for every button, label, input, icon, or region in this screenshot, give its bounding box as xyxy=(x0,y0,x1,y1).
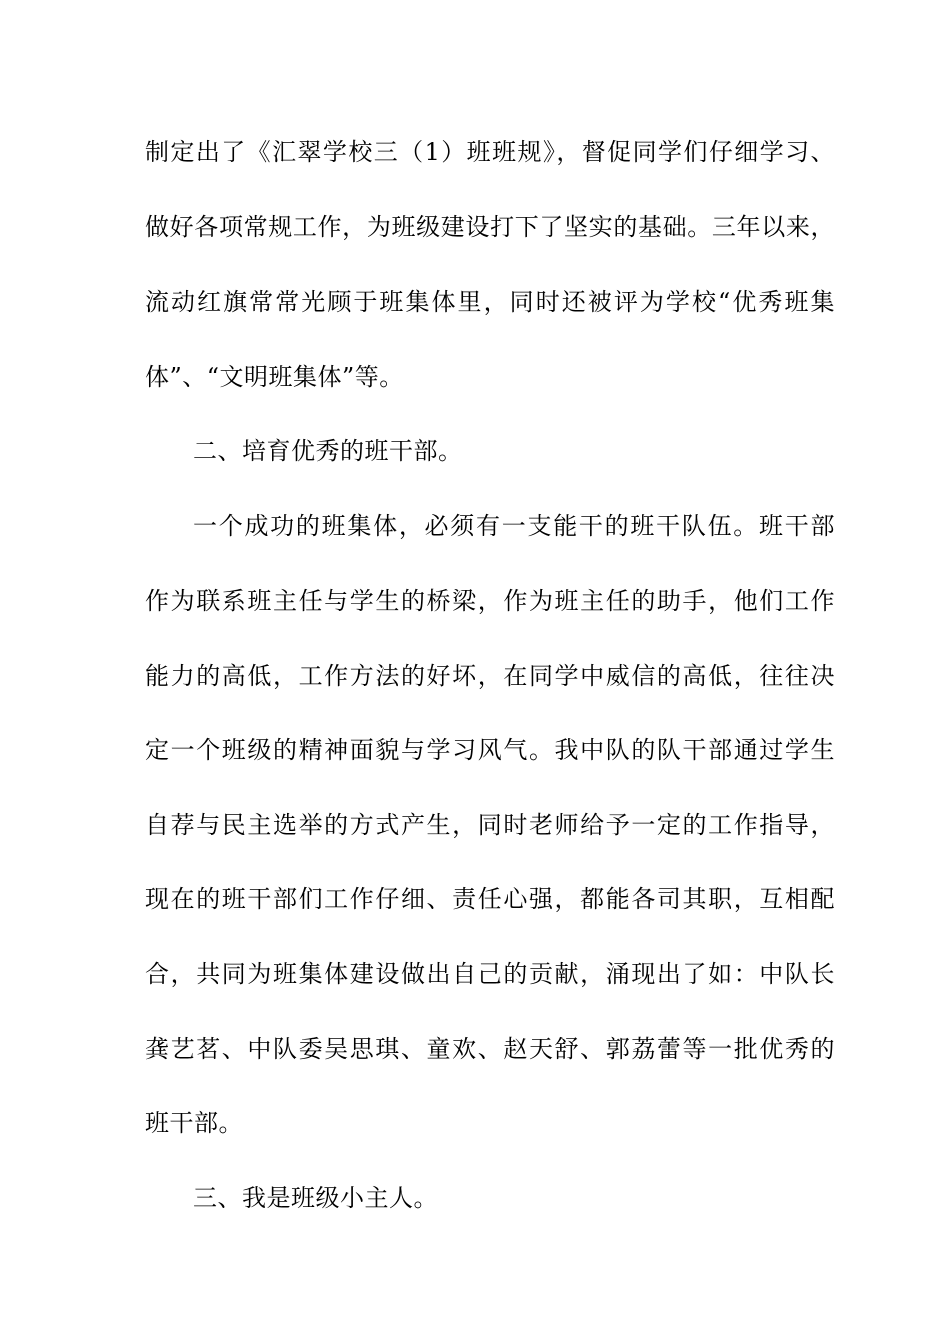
text-line: 制定出了《汇翠学校三（1）班班规》，督促同学们仔细学习、 xyxy=(145,138,835,166)
text-line: 作为联系班主任与学生的桥梁，作为班主任的助手，他们工作 xyxy=(145,587,835,615)
text-line: 能力的高低，工作方法的好坏，在同学中威信的高低，往往决 xyxy=(145,662,835,690)
text-line: 自荐与民主选举的方式产生，同时老师给予一定的工作指导， xyxy=(145,811,835,839)
text-line: 流动红旗常常光顾于班集体里，同时还被评为学校“优秀班集 xyxy=(145,288,835,316)
section-heading: 三、我是班级小主人。 xyxy=(193,1184,438,1212)
text-line: 合，共同为班集体建设做出自己的贡献，涌现出了如：中队长 xyxy=(145,960,835,988)
text-line: 龚艺茗、中队委吴思琪、童欢、赵天舒、郭荔蕾等一批优秀的 xyxy=(145,1035,835,1063)
text-line: 现在的班干部们工作仔细、责任心强，都能各司其职，互相配 xyxy=(145,885,835,913)
text-line: 定一个班级的精神面貌与学习风气。我中队的队干部通过学生 xyxy=(145,736,835,764)
text-line: 体”、“文明班集体”等。 xyxy=(145,363,404,391)
section-heading: 二、培育优秀的班干部。 xyxy=(193,437,463,465)
text-line: 一个成功的班集体，必须有一支能干的班干队伍。班干部 xyxy=(193,512,835,540)
text-line: 班干部。 xyxy=(145,1109,243,1137)
text-line: 做好各项常规工作，为班级建设打下了坚实的基础。三年以来， xyxy=(145,213,835,241)
